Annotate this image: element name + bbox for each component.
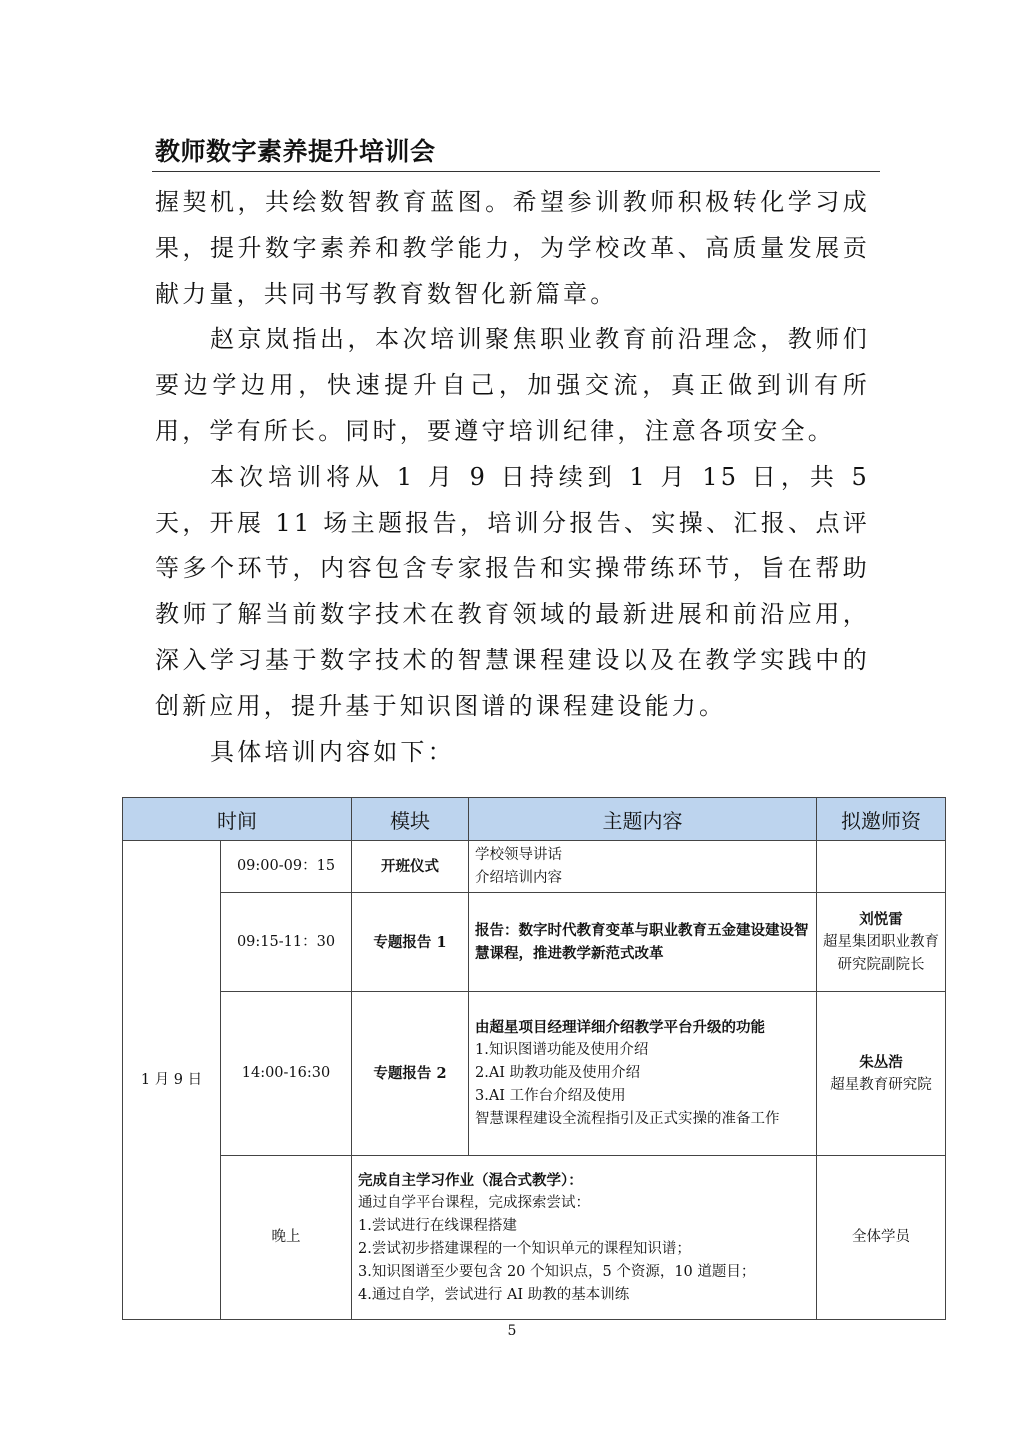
content-line: 3.知识图谱至少要包含 20 个知识点，5 个资源，10 道题目； — [358, 1263, 756, 1280]
content-line: 完成自主学习作业（混合式教学）： — [358, 1171, 583, 1189]
teacher-cell — [817, 893, 946, 992]
teacher-name: 朱丛浩 — [859, 1053, 903, 1071]
schedule-table — [122, 797, 946, 1320]
content-line: 3.AI 工作台介绍及使用 — [475, 1088, 626, 1104]
teacher-title: 超星集团职业教育研究院副院长 — [823, 933, 939, 973]
module-cell: 开班仪式 — [352, 841, 469, 893]
content-line: 2.尝试初步搭建课程的一个知识单元的课程知识谱； — [358, 1240, 691, 1257]
time-cell: 14:00-16:30 — [221, 992, 352, 1156]
content-line: 由超星项目经理详细介绍教学平台升级的功能 — [475, 1019, 765, 1036]
content-line: 2.AI 助教功能及使用介绍 — [475, 1065, 641, 1081]
table-row — [123, 992, 946, 1156]
module-cell: 专题报告 2 — [352, 992, 469, 1156]
content-cell — [352, 1156, 817, 1320]
content-line: 智慧课程建设全流程指引及正式实操的准备工作 — [475, 1111, 780, 1127]
running-header-title: 教师数字素养提升培训会 — [155, 137, 436, 166]
date-cell: 1 月 9 日 — [123, 841, 221, 1320]
header-divider — [152, 171, 880, 172]
header-module: 模块 — [352, 798, 469, 841]
content-cell — [469, 841, 817, 893]
header-teacher: 拟邀师资 — [817, 798, 946, 841]
table-row — [123, 893, 946, 992]
paragraph: 赵京岚指出，本次培训聚焦职业教育前沿理念，教师们要边学边用，快速提升自己，加强交流，真正做到训有所用，学有所长。同时，要遵守培训纪律，注意各项安全。 — [155, 325, 870, 445]
content-cell: 报告：数字时代教育变革与职业教育五金建设建设智慧课程，推进教学新范式改革 — [469, 893, 817, 992]
table-row — [123, 1156, 946, 1320]
teacher-cell: 全体学员 — [817, 1156, 946, 1320]
paragraph: 握契机，共绘数智教育蓝图。希望参训教师积极转化学习成果，提升数字素养和教学能力，为学校改革、高质量发展贡献力量，共同书写教育数智化新篇章。 — [155, 188, 870, 308]
paragraph: 具体培训内容如下： — [210, 737, 455, 766]
time-cell: 09:00-09：15 — [221, 841, 352, 893]
content-line: 通过自学平台课程，完成探索尝试： — [358, 1194, 590, 1211]
header-time: 时间 — [123, 798, 352, 841]
teacher-cell — [817, 992, 946, 1156]
content-line: 1.尝试进行在线课程搭建 — [358, 1217, 517, 1234]
content-line: 4.通过自学，尝试进行 AI 助教的基本训练 — [358, 1286, 630, 1303]
body-text — [155, 180, 870, 775]
teacher-cell — [817, 841, 946, 893]
teacher-title: 超星教育研究院 — [830, 1076, 932, 1093]
time-cell: 晚上 — [221, 1156, 352, 1320]
header-content: 主题内容 — [469, 798, 817, 841]
time-cell: 09:15-11：30 — [221, 893, 352, 992]
teacher-name: 刘悦雷 — [859, 910, 903, 928]
paragraph: 本次培训将从 1 月 9 日持续到 1 月 15 日，共 5 天，开展 11 场主题报告，培训分报告、实操、汇报、点评等多个环节，内容包含专家报告和实操带练环节，旨在帮助教师了解当前数字技术在教育领域的最新进展和前沿应用，深入学习基于数字技术的智慧课程建设以及在教学实践中的创新应用，提升基于知识图谱的课程建设能力。 — [155, 462, 870, 720]
page-number: 5 — [507, 1323, 517, 1339]
table-header-row — [123, 798, 946, 841]
content-line: 学校领导讲话 — [475, 846, 562, 863]
content-line: 介绍培训内容 — [475, 869, 562, 886]
module-cell: 专题报告 1 — [352, 893, 469, 992]
content-cell — [469, 992, 817, 1156]
content-line: 1.知识图谱功能及使用介绍 — [475, 1042, 649, 1058]
table-row — [123, 841, 946, 893]
